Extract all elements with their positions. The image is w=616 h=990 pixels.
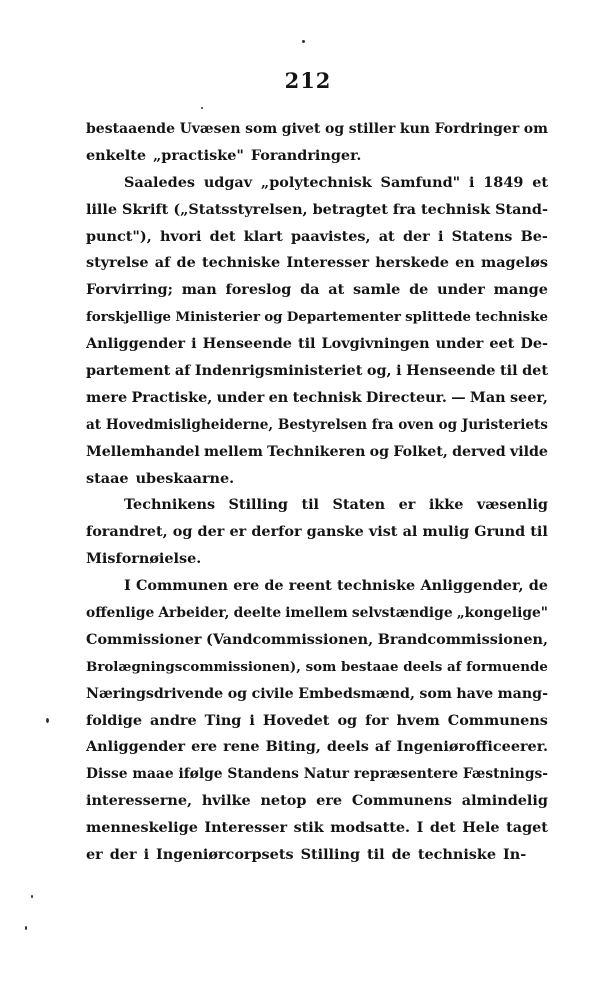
text-line: Næringsdrivende og civile Embedsmænd, som have mang- xyxy=(86,685,548,702)
text-line: Saaledes udgav „polytechnisk Samfund" i 1849 et xyxy=(124,173,548,191)
text-line: interesserne, hvilke netop ere Communens almindelig xyxy=(86,792,548,810)
text-line: lille Skrift („Statsstyrelsen, betragtet fra technisk Stand- xyxy=(86,200,548,218)
text-line: Disse maae ifølge Standens Natur repræsentere Fæstnings- xyxy=(86,766,548,783)
text-line: Mellemhandel mellem Technikeren og Folket, derved vilde xyxy=(86,443,548,460)
body-text xyxy=(86,116,548,869)
text-line: forskjellige Ministerier og Departementer splittede techniske xyxy=(86,309,548,326)
text-line: Commissioner (Vandcommissionen, Brandcommissionen, xyxy=(86,630,548,648)
text-line: er der i Ingeniørcorpsets Stilling til de techniske In- xyxy=(86,846,527,864)
print-speck xyxy=(302,40,305,43)
text-line: enkelte „practiske" Forandringer. xyxy=(86,146,362,164)
text-line: Brolægningscommissionen), som bestaae deels af formuende xyxy=(86,658,548,675)
text-line: forandret, og der er derfor ganske vist al mulig Grund til xyxy=(86,523,548,541)
text-line: mere Practiske, under en technisk Directeur. — Man seer, xyxy=(86,388,548,406)
text-line: Anliggender ere rene Biting, deels af Ingeniørofficeerer. xyxy=(86,738,548,756)
text-line: styrelse af de techniske Interesser herskede en mageløs xyxy=(86,254,548,272)
print-speck xyxy=(46,718,49,723)
text-line: menneskelige Interesser stik modsatte. I det Hele taget xyxy=(86,819,548,837)
text-line: foldige andre Ting i Hovedet og for hvem Communens xyxy=(86,711,548,729)
page-number: 212 xyxy=(284,68,332,93)
text-line: bestaaende Uvæsen som givet og stiller kun Fordringer om xyxy=(86,121,548,137)
text-line: Technikens Stilling til Staten er ikke væsenlig xyxy=(124,496,548,514)
text-line: Misfornøielse. xyxy=(86,550,202,568)
print-speck xyxy=(25,926,27,930)
text-line: Anliggender i Henseende til Lovgivningen under eet De- xyxy=(86,335,548,353)
text-line: partement af Indenrigsministeriet og, i Henseende til det xyxy=(86,362,548,380)
text-line: offenlige Arbeider, deelte imellem selvstændige „kongelige" xyxy=(86,605,548,622)
text-line: at Hovedmisligheiderne, Bestyrelsen fra oven og Juristeriets xyxy=(86,416,548,433)
text-line: Forvirring; man foreslog da at samle de under mange xyxy=(86,281,548,299)
text-line: punct"), hvori det klart paavistes, at der i Statens Be- xyxy=(86,227,548,245)
print-speck xyxy=(201,107,203,109)
text-line: staae ubeskaarne. xyxy=(86,469,235,487)
text-line: I Communen ere de reent techniske Anliggender, de xyxy=(124,577,548,595)
print-speck xyxy=(31,895,33,898)
